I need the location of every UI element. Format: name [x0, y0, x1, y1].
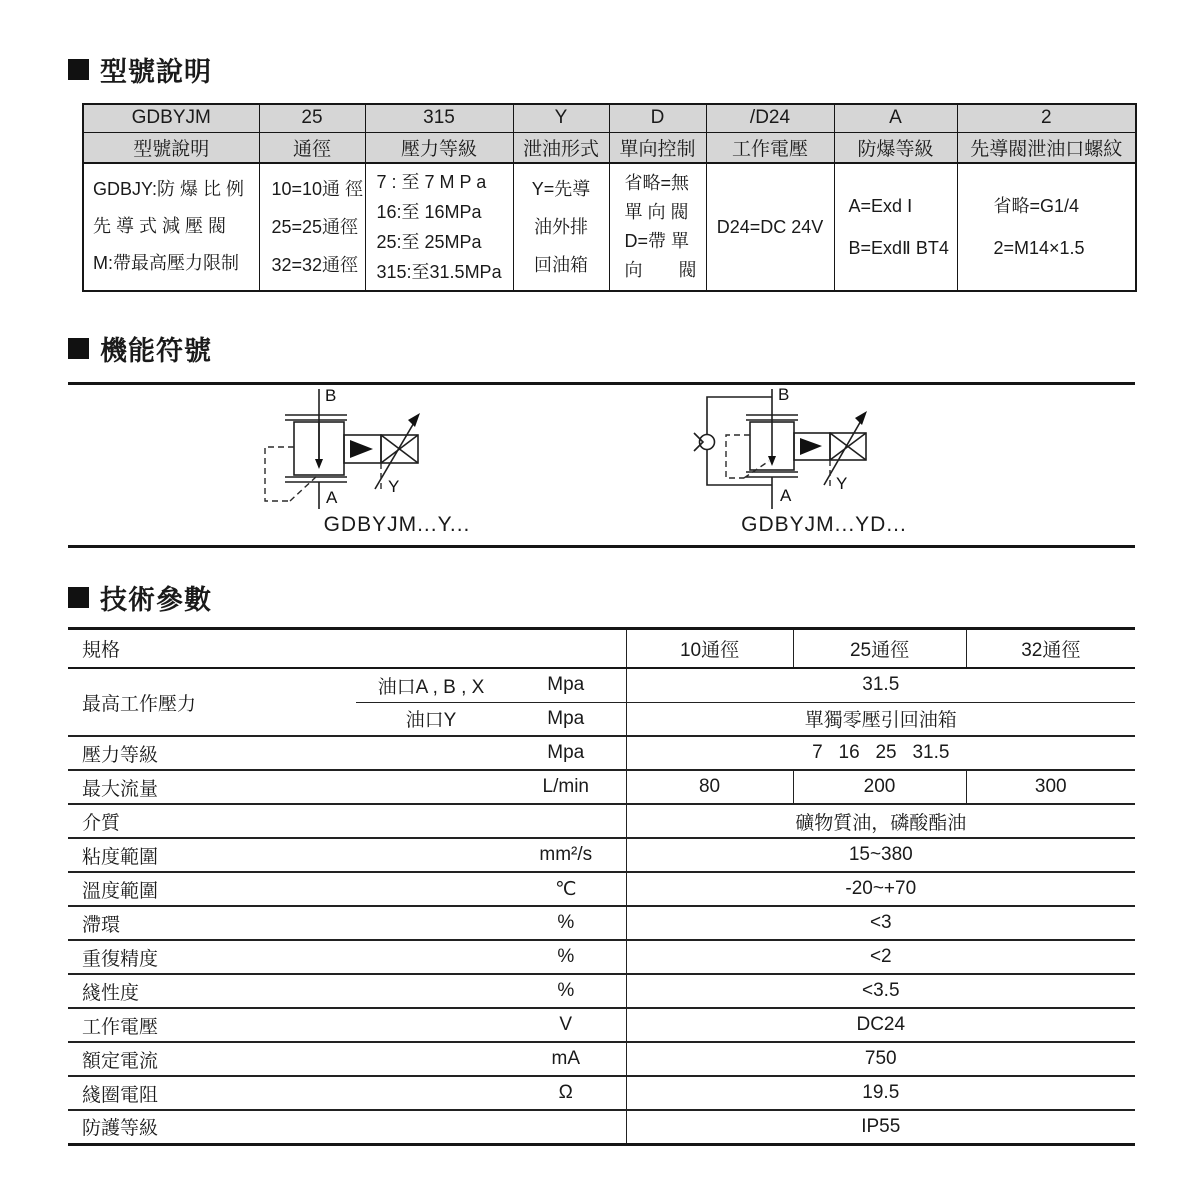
model-detail-cell: Y=先導 油外排 回油箱 [513, 163, 609, 291]
model-detail-cell: 省略=G1/4 2=M14×1.5 [957, 163, 1136, 291]
model-field-cell: 型號說明 [83, 132, 259, 163]
diagram-caption: GDBYJM...YD... [741, 512, 907, 536]
spec-row-temperature [68, 872, 1135, 906]
spec-row-viscosity [68, 838, 1135, 872]
svg-text:Y: Y [388, 476, 400, 496]
model-detail-cell: A=Exd Ⅰ B=ExdⅡ BT4 [834, 163, 957, 291]
spec-sublabel: 油口Y [356, 702, 506, 736]
model-field-cell: 先導閥泄油口螺紋 [957, 132, 1136, 163]
spec-value: 31.5 [626, 668, 1135, 702]
function-symbols [68, 385, 1135, 545]
model-detail-row [83, 163, 1136, 291]
spec-value: 單獨零壓引回油箱 [626, 702, 1135, 736]
section-bullet-icon [68, 59, 89, 80]
diagram-caption: GDBYJM...Y... [323, 512, 471, 536]
spec-value: 80 [626, 770, 793, 804]
model-detail-cell: 10=10通 徑 25=25通徑 32=32通徑 [259, 163, 365, 291]
model-code-cell: D [609, 104, 706, 132]
spec-row-pressure-grade [68, 736, 1135, 770]
svg-text:B: B [778, 384, 790, 404]
model-field-cell: 單向控制 [609, 132, 706, 163]
spec-value: 7 16 25 31.5 [626, 736, 1135, 770]
spec-value: 200 [793, 770, 966, 804]
valve-diagram-icon [251, 385, 543, 517]
model-code-cell: GDBYJM [83, 104, 259, 132]
section-title-text: 機能符號 [100, 335, 212, 366]
spec-label: 介質 [68, 804, 506, 838]
section-title-model [68, 50, 1142, 89]
hydraulic-symbol-y [251, 385, 543, 537]
spec-unit: mA [506, 1042, 626, 1076]
model-code-cell: Y [513, 104, 609, 132]
model-code-row [83, 104, 1136, 132]
spec-unit: % [506, 906, 626, 940]
spec-row-resistance [68, 1076, 1135, 1110]
spec-unit [506, 804, 626, 838]
section-bullet-icon [68, 338, 89, 359]
valve-diagram-icon [668, 385, 980, 517]
model-code-cell: 315 [365, 104, 513, 132]
spec-size-col: 25通徑 [793, 628, 966, 668]
spec-unit: Ω [506, 1076, 626, 1110]
spec-row-current [68, 1042, 1135, 1076]
spec-label: 滯環 [68, 906, 506, 940]
spec-label: 綫圈電阻 [68, 1076, 506, 1110]
svg-text:A: A [326, 487, 338, 507]
spec-unit: mm²/s [506, 838, 626, 872]
spec-label: 重復精度 [68, 940, 506, 974]
spec-row-max-pressure-abx [68, 668, 1135, 702]
spec-row-linearity [68, 974, 1135, 1008]
model-field-cell: 泄油形式 [513, 132, 609, 163]
spec-label: 最大流量 [68, 770, 506, 804]
spec-row-hysteresis [68, 906, 1135, 940]
model-detail-cell: 7 : 至 7 M P a 16:至 16MPa 25:至 25MPa 315:至31.5MPa [365, 163, 513, 291]
spec-table [68, 627, 1135, 1146]
spec-row-voltage [68, 1008, 1135, 1042]
model-code-cell: A [834, 104, 957, 132]
model-detail-cell: 省略=無 單 向 閥 D=帶 單 向 閥 [609, 163, 706, 291]
model-field-cell: 防爆等級 [834, 132, 957, 163]
spec-value: <3.5 [626, 974, 1135, 1008]
spec-unit: Mpa [506, 702, 626, 736]
spec-unit: L/min [506, 770, 626, 804]
model-detail-cell: D24=DC 24V [706, 163, 834, 291]
section-title-text: 型號說明 [100, 57, 212, 87]
spec-label: 最高工作壓力 [68, 668, 356, 736]
section-rule [68, 545, 1135, 548]
section-bullet-icon [68, 587, 89, 608]
spec-unit: Mpa [506, 668, 626, 702]
spec-value: 300 [966, 770, 1135, 804]
spec-row-protection [68, 1110, 1135, 1144]
spec-row-repeatability [68, 940, 1135, 974]
spec-value: DC24 [626, 1008, 1135, 1042]
spec-size-col: 32通徑 [966, 628, 1135, 668]
svg-text:Y: Y [836, 473, 848, 493]
spec-label: 防護等級 [68, 1110, 506, 1144]
spec-value: 15~380 [626, 838, 1135, 872]
section-title-symbols [68, 329, 1142, 368]
model-code-cell: /D24 [706, 104, 834, 132]
svg-text:B: B [325, 385, 337, 405]
section-title-text: 技術參數 [100, 584, 212, 615]
spec-label: 粘度範圍 [68, 838, 506, 872]
spec-unit [506, 1110, 626, 1144]
hydraulic-symbol-yd [668, 385, 980, 537]
spec-value: -20~+70 [626, 872, 1135, 906]
model-code-table [82, 103, 1137, 292]
model-field-cell: 壓力等級 [365, 132, 513, 163]
model-detail-cell: GDBJY:防 爆 比 例 先 導 式 減 壓 閥 M:帶最高壓力限制 [83, 163, 259, 291]
section-title-specs [68, 578, 1142, 617]
model-code-cell: 2 [957, 104, 1136, 132]
spec-header-label: 規格 [68, 628, 626, 668]
spec-unit: % [506, 940, 626, 974]
spec-unit: Mpa [506, 736, 626, 770]
spec-value: 19.5 [626, 1076, 1135, 1110]
model-field-row [83, 132, 1136, 163]
spec-value: <2 [626, 940, 1135, 974]
spec-row-max-flow [68, 770, 1135, 804]
spec-label: 壓力等級 [68, 736, 506, 770]
spec-label: 綫性度 [68, 974, 506, 1008]
model-field-cell: 通徑 [259, 132, 365, 163]
spec-label: 溫度範圍 [68, 872, 506, 906]
spec-value: <3 [626, 906, 1135, 940]
spec-unit: % [506, 974, 626, 1008]
spec-row-medium [68, 804, 1135, 838]
spec-value: 750 [626, 1042, 1135, 1076]
spec-unit: ℃ [506, 872, 626, 906]
model-field-cell: 工作電壓 [706, 132, 834, 163]
spec-header-row [68, 628, 1135, 668]
spec-size-col: 10通徑 [626, 628, 793, 668]
spec-label: 工作電壓 [68, 1008, 506, 1042]
model-code-cell: 25 [259, 104, 365, 132]
svg-text:A: A [780, 485, 792, 505]
spec-sublabel: 油口A , B , X [356, 668, 506, 702]
spec-unit: V [506, 1008, 626, 1042]
spec-value: 礦物質油，磷酸酯油 [626, 804, 1135, 838]
spec-label: 額定電流 [68, 1042, 506, 1076]
spec-value: IP55 [626, 1110, 1135, 1144]
